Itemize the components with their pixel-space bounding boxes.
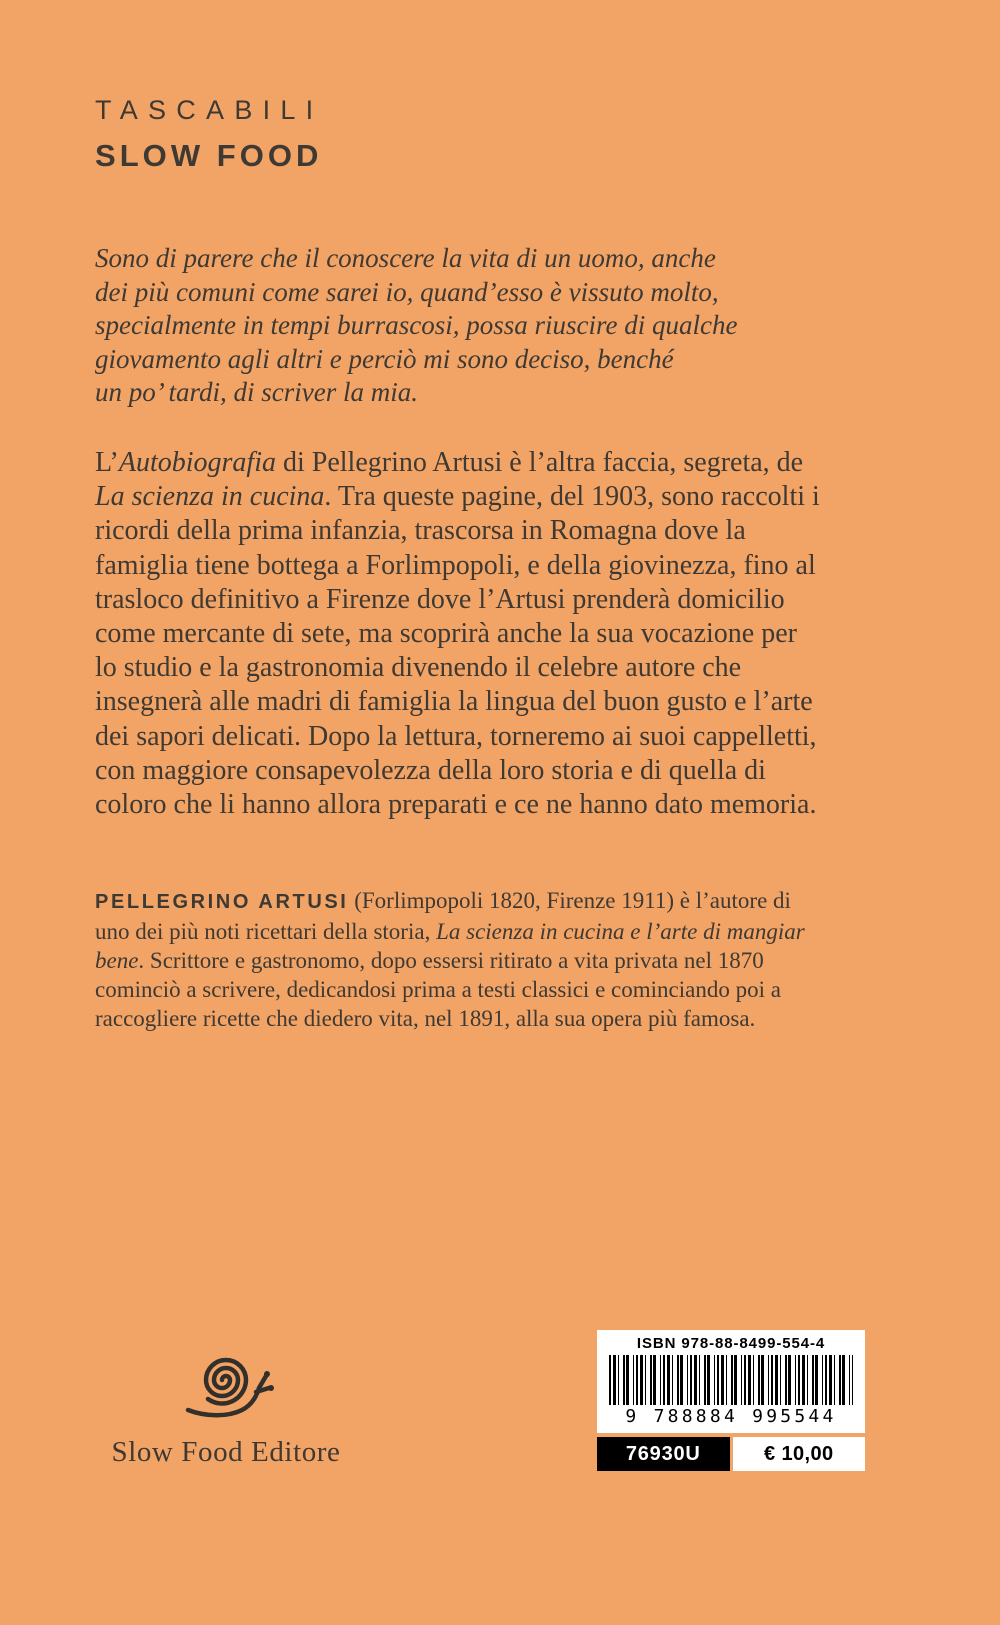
quote-line: un po’ tardi, di scriver la mia. bbox=[95, 377, 418, 407]
opening-quote bbox=[95, 242, 835, 410]
book-title-la-scienza: La scienza in cucina bbox=[95, 481, 325, 513]
author-bio-paragraph bbox=[95, 886, 810, 1033]
description-mid: di Pellegrino Artusi è l’altra faccia, segreta, de bbox=[275, 447, 804, 478]
bio-book-title: La scienza in cucina e l’arte di mangiar bene bbox=[95, 919, 805, 973]
price-tag: € 10,00 bbox=[733, 1437, 866, 1471]
snail-logo bbox=[95, 1336, 357, 1428]
series-label: TASCABILI bbox=[95, 95, 324, 125]
bio-rest: . Scrittore e gastronomo, dopo essersi ritirato a vita privata nel 1870 cominciò a scrivere, dedicandosi prima a testi classici e cominciando poi a raccogliere ricette che diedero vita, nel 1891, alla sua opera più famosa. bbox=[95, 948, 781, 1031]
isbn-label: ISBN 978-88-8499-554-4 bbox=[636, 1335, 826, 1352]
barcode-bars bbox=[609, 1355, 853, 1405]
barcode-box bbox=[597, 1330, 865, 1433]
ean-number: 9 788884 995544 bbox=[625, 1406, 837, 1427]
bio-after-name: (Forlimpopoli 1820, Firenze 1911) è l’autore di uno dei più noti ricettari della storia, bbox=[95, 888, 791, 944]
barcode-panel bbox=[597, 1330, 865, 1471]
publisher-block bbox=[95, 1336, 357, 1469]
quote-line: specialmente in tempi burrascosi, possa riuscire di qualche bbox=[95, 310, 738, 340]
description-rest: . Tra queste pagine, del 1903, sono raccolti i ricordi della prima infanzia, trascorsa in Romagna dove la famiglia tiene bottega a Forlimpopoli, e della giovinezza, fino al trasloco definitivo a Firenze dove l’Artusi prenderà domicilio come mercante di sete, ma scoprirà anche la sua vocazione per lo studio e la gastronomia divenendo il celebre autore che insegnerà alle madri di famiglia la lingua del buon gusto e l’arte dei sapori delicati. Dopo la lettura, torneremo ai suoi cappelletti, con maggiore consapevolezza della loro storia e di quella di coloro che li hanno allora preparati e ce ne hanno dato memoria. bbox=[95, 481, 820, 821]
book-title-autobiografia: Autobiografia bbox=[118, 447, 276, 478]
snail-icon bbox=[176, 1340, 276, 1428]
author-name: PELLEGRINO ARTUSI bbox=[95, 891, 349, 913]
quote-line: giovamento agli altri e perciò mi sono deciso, benché bbox=[95, 343, 674, 374]
brand-label: SLOW FOOD bbox=[95, 138, 323, 173]
quote-line: dei più comuni come sarei io, quand’esso è vissuto molto, bbox=[95, 276, 719, 307]
publisher-name: Slow Food Editore bbox=[111, 1436, 341, 1468]
description-paragraph bbox=[95, 446, 820, 822]
quote-line: Sono di parere che il conoscere la vita di un uomo, anche bbox=[95, 243, 716, 273]
description-prefix: L’ bbox=[95, 447, 119, 478]
product-code-badge: 76930U bbox=[597, 1437, 730, 1471]
barcode-footer-row bbox=[597, 1437, 865, 1471]
